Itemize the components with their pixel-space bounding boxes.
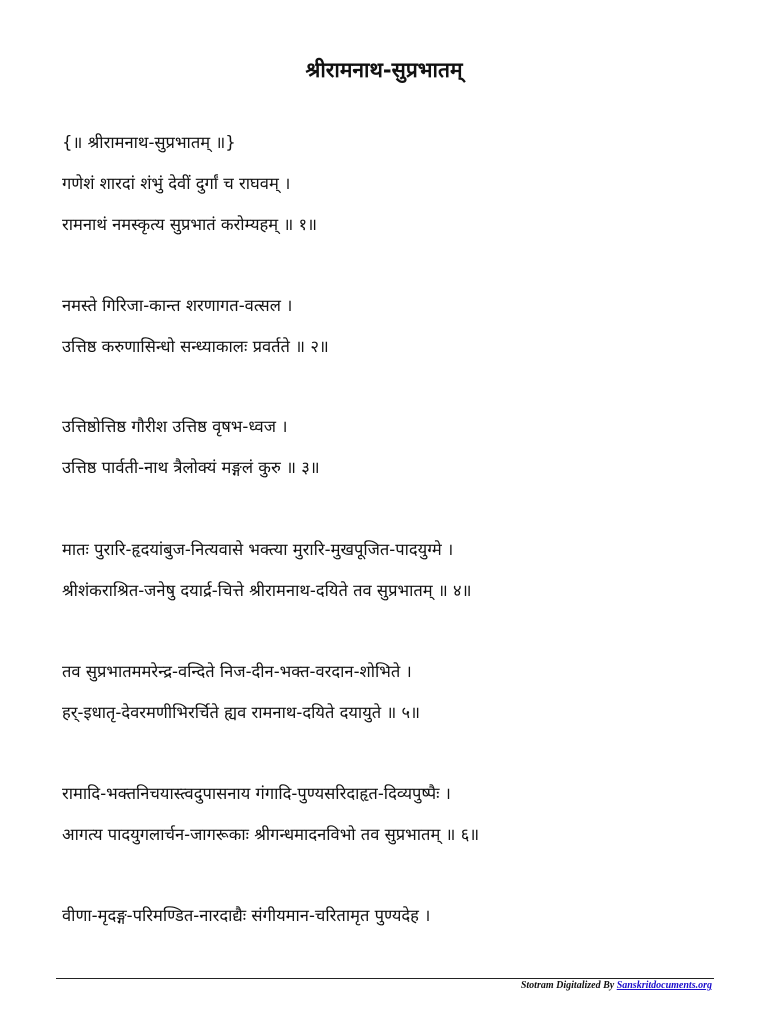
footer-credit: [521, 980, 712, 991]
verse-heading: {॥ श्रीरामनाथ-सुप्रभातम् ॥}: [62, 133, 236, 152]
verse-line: आगत्य पादयुगलार्चन-जागरूकाः श्रीगन्धमादनविभो तव सुप्रभातम् ॥ ६॥: [62, 825, 480, 844]
verse-line: वीणा-मृदङ्ग-परिमण्डित-नारदाद्यैः संगीयमान-चरितामृत पुण्यदेह ।: [62, 906, 431, 925]
verse-line: मातः पुरारि-हृदयांबुज-नित्यवासे भक्त्या मुरारि-मुखपूजित-पादयुग्मे ।: [62, 540, 454, 559]
verse-line: नमस्ते गिरिजा-कान्त शरणागत-वत्सल ।: [62, 296, 293, 315]
verse-line: गणेशं शारदां शंभुं देवीं दुर्गां च राघवम् ।: [62, 174, 291, 193]
verse-line: रामनाथं नमस्कृत्य सुप्रभातं करोम्यहम् ॥ १॥: [62, 215, 317, 234]
footer-divider: [56, 978, 714, 979]
sanskritdocuments-link[interactable]: Sanskritdocuments.org: [616, 980, 712, 991]
verse-line: तव सुप्रभातममरेन्द्र-वन्दिते निज-दीन-भक्त-वरदान-शोभिते ।: [62, 662, 412, 681]
verse-line: रामादि-भक्तनिचयास्त्वदुपासनाय गंगादि-पुण्यसरिदाहृत-दिव्यपुष्पैः ।: [62, 784, 451, 803]
verse-line: श्रीशंकराश्रित-जनेषु दयार्द्र-चित्ते श्रीरामनाथ-दयिते तव सुप्रभातम् ॥ ४॥: [62, 581, 472, 600]
footer-credit-prefix: Stotram Digitalized By: [520, 980, 617, 991]
verse-line: हर्-इधातृ-देवरमणीभिरर्चिते ह्यव रामनाथ-दयिते दयायुते ॥ ५॥: [62, 703, 421, 722]
verse-line: उत्तिष्ठोत्तिष्ठ गौरीश उत्तिष्ठ वृषभ-ध्वज ।: [62, 417, 288, 436]
verse-line: उत्तिष्ठ पार्वती-नाथ त्रैलोक्यं मङ्गलं कुरु ॥ ३॥: [62, 458, 320, 477]
page-title: श्रीरामनाथ-सुप्रभातम्: [305, 58, 463, 82]
verse-line: उत्तिष्ठ करुणासिन्धो सन्ध्याकालः प्रवर्तते ॥ २॥: [62, 337, 329, 356]
